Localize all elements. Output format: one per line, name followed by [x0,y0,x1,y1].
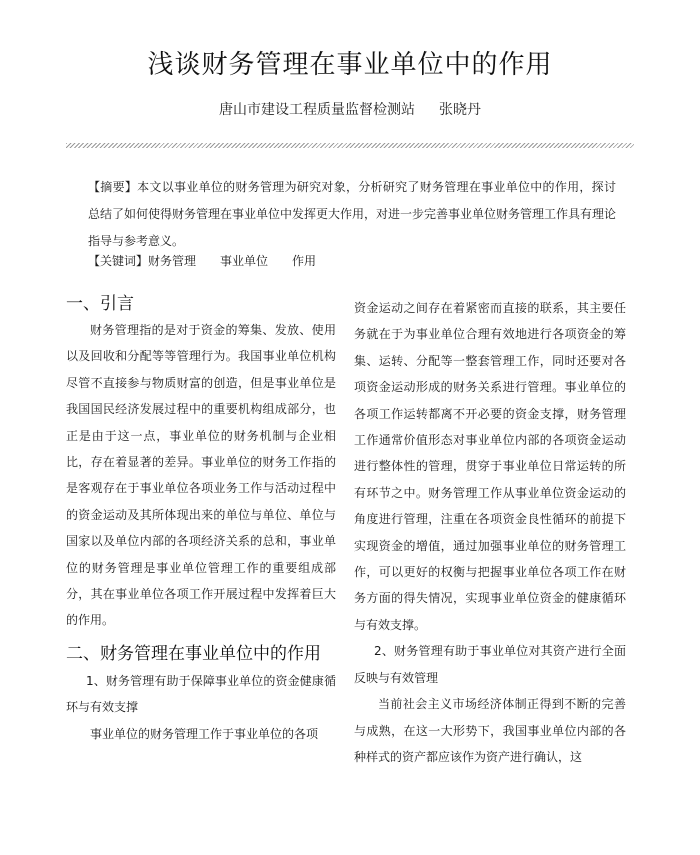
left-column [66,291,336,747]
author-organization: 唐山市建设工程质量监督检测站 [219,102,415,118]
abstract [88,174,616,255]
byline [0,99,700,119]
subheading-fund-circulation: 1、财务管理有助于保障事业单位的资金健康循环与有效支撑 [66,673,336,715]
right-column [354,295,626,770]
keywords [88,248,616,275]
author-name: 张晓丹 [439,102,481,118]
page-title: 浅谈财务管理在事业单位中的作用 [147,50,553,80]
subheading-asset-management: 2、财务管理有助于事业单位对其资产进行全面反映与有效管理 [354,644,626,685]
abstract-text: 本文以事业单位的财务管理为研究对象，分析研究了财务管理在事业单位中的作用，探讨总结了如何使得财务管理在事业单位中发挥更大作用，对进一步完善事业单位财务管理工作具有理论指导与参考意义。 [88,180,617,248]
abstract-label: 【摘要】 [88,180,138,194]
keyword-item: 财务管理 [148,254,197,268]
keyword-item: 作用 [292,254,317,268]
paragraph-fund-circulation: 事业单位的财务管理工作于事业单位的各项 [90,726,319,741]
hatched-divider [66,143,634,148]
section-heading-role: 二、财务管理在事业单位中的作用 [66,643,321,664]
keyword-item: 事业单位 [220,254,269,268]
section-heading-introduction: 一、引言 [66,294,134,314]
paragraph-introduction: 财务管理指的是对于资金的筹集、发放、使用以及回收和分配等等管理行为。我国事业单位机构尽管不直接参与物质财富的创造，但是事业单位是我国国民经济发展过程中的重要机构组成部分，也正是由于这一点，事业单位的财务机制与企业相比，存在着显著的差异。事业单位的财务工作指的是客观存在于事业单位各项业务工作与活动过程中的资金运动及其所体现出来的单位与单位、单位与国家以及单位内部的各项经济关系的总和，事业单位的财务管理是事业单位管理工作的重要组成部分，其在事业单位各项工作开展过程中发挥着巨大的作用。 [66,323,336,628]
paragraph-fund-circulation-continued: 资金运动之间存在着紧密而直接的联系，其主要任务就在于为事业单位合理有效地进行各项资金的筹集、运转、分配等一整套管理工作，同时还要对各项资金运动形成的财务关系进行管理。事业单位的各项工作运转都离不开必要的资金支撑，财务管理工作通常价值形态对事业单位内部的各项资金运动进行整体性的管理，贯穿于事业单位日常运转的所有环节之中。财务管理工作从事业单位资金运动的角度进行管理，注重在各项资金良性循环的前提下实现资金的增值，通过加强事业单位的财务管理工作，可以更好的权衡与把握事业单位各项工作在财务方面的得失情况，实现事业单位资金的健康循环与有效支撑。 [354,301,626,632]
paragraph-asset-management: 当前社会主义市场经济体制正得到不断的完善与成熟，在这一大形势下，我国事业单位内部的各种样式的资产都应该作为资产进行确认，这 [354,697,626,764]
keywords-label: 【关键词】 [88,254,149,268]
